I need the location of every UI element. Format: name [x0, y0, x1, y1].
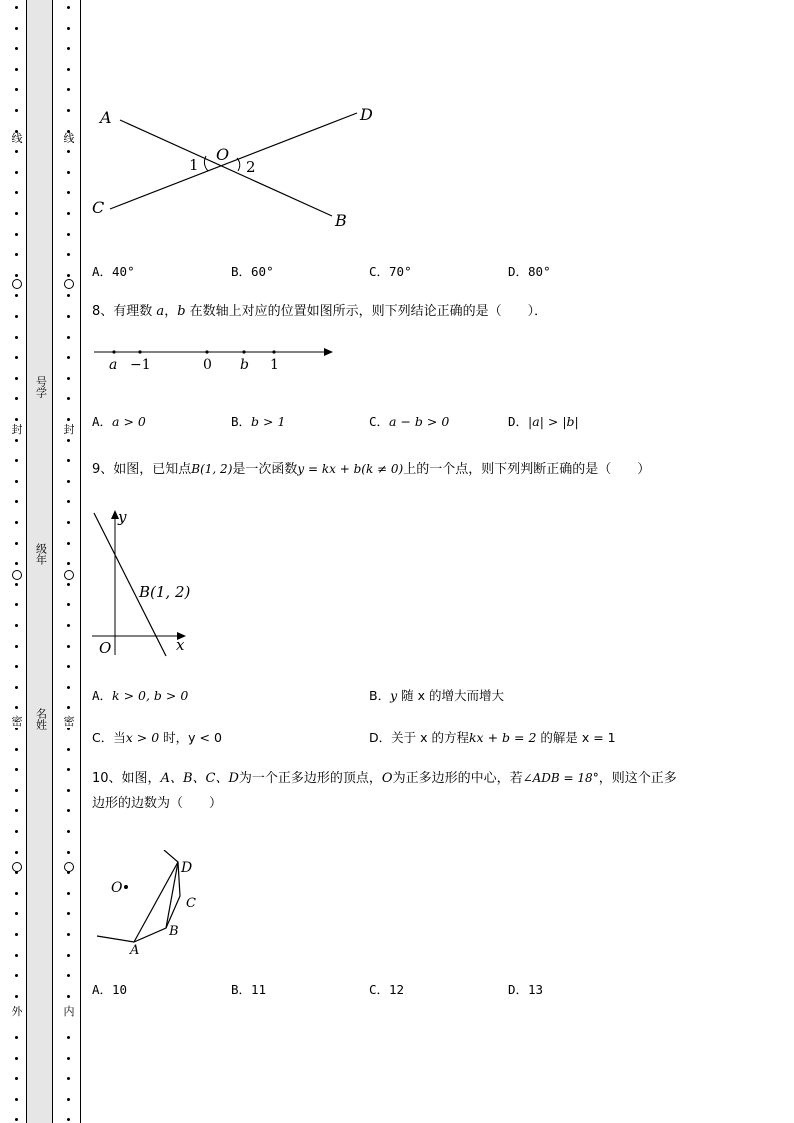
label-d: D [360, 105, 373, 124]
field-name [27, 708, 54, 735]
label-c: C [92, 198, 105, 217]
q8-sep: ， [164, 304, 178, 319]
q9-option-d[interactable] [369, 728, 616, 746]
binding-dot [15, 645, 18, 648]
binding-dot [15, 686, 18, 689]
q9-option-b[interactable] [369, 686, 504, 704]
binding-dot [15, 1118, 18, 1121]
binding-dot [67, 68, 70, 71]
binding-dot [67, 583, 70, 586]
label-vertex-c: C [186, 896, 196, 911]
label-angle-1: 1 [189, 156, 199, 174]
binding-dot [15, 191, 18, 194]
binding-dot [67, 294, 70, 297]
margin-border-line [80, 0, 81, 1123]
binding-dot [67, 809, 70, 812]
axis-label-neg-one: −1 [130, 357, 151, 373]
binding-dot [67, 562, 70, 565]
binding-dot [67, 27, 70, 30]
binding-dot [15, 109, 18, 112]
binding-dot [15, 47, 18, 50]
field-name-text: 名姓 [34, 708, 48, 730]
binding-dot [15, 500, 18, 503]
q9-option-b-math: y [390, 688, 398, 703]
binding-dot [67, 851, 70, 854]
q10-option-b[interactable]: B．11 [231, 982, 267, 997]
binding-dot [67, 418, 70, 421]
binding-dot [67, 459, 70, 462]
outer-mark-xian: 线 [11, 132, 23, 145]
angle-1-arc [204, 156, 208, 171]
tick-neg-one [138, 350, 141, 353]
q9-linear-function-figure [92, 505, 202, 660]
inner-dotted-column [64, 0, 74, 1123]
binding-dot [15, 294, 18, 297]
label-vertex-d: D [181, 860, 193, 876]
binding-dot [67, 171, 70, 174]
binding-dot [15, 6, 18, 9]
binding-dot [15, 1098, 18, 1101]
binding-dot [15, 624, 18, 627]
q8-option-c-math: a − b > 0 [389, 414, 450, 429]
q8-var-a: a [156, 304, 165, 319]
binding-dot [67, 542, 70, 545]
binding-dot [67, 439, 70, 442]
binding-dot [67, 933, 70, 936]
binding-dot [67, 686, 70, 689]
q8-stem-a: 有理数 [113, 304, 157, 319]
q9-stem-c: 上的一个点，则下列判断正确的是（ ） [403, 462, 651, 477]
q10-stem-a: 如图， [121, 771, 161, 786]
binding-dot [67, 1098, 70, 1101]
binding-dot [15, 1057, 18, 1060]
binding-dot [67, 315, 70, 318]
q8-number: 8、 [92, 304, 114, 319]
tick-b [242, 350, 245, 353]
binding-dot [15, 27, 18, 30]
binding-circle [12, 862, 22, 872]
q8-option-d[interactable] [508, 412, 579, 430]
label-a: A [100, 108, 112, 127]
binding-dot [67, 274, 70, 277]
q8-option-b[interactable] [231, 412, 285, 430]
binding-dot [15, 315, 18, 318]
tick-one [272, 350, 275, 353]
binding-dot [67, 88, 70, 91]
binding-dot [67, 665, 70, 668]
inner-mark-xian: 线 [63, 132, 75, 145]
binding-dot [15, 1036, 18, 1039]
binding-dot [15, 562, 18, 565]
q8-option-a-prefix: A． [92, 414, 113, 429]
q9-number: 9、 [92, 462, 114, 477]
student-info-strip [26, 0, 53, 1123]
binding-dot [15, 253, 18, 256]
label-y: y [118, 508, 127, 526]
binding-dot [15, 789, 18, 792]
binding-dot [67, 212, 70, 215]
q8-number-line-figure [92, 340, 342, 374]
label-vertex-a: A [130, 943, 140, 958]
binding-dot [15, 995, 18, 998]
binding-dot [67, 706, 70, 709]
binding-dot [67, 1077, 70, 1080]
axis-label-one: 1 [270, 357, 279, 373]
q9-option-a-math: k > 0, b > 0 [112, 688, 189, 703]
binding-dot [67, 603, 70, 606]
q10-option-a[interactable]: A．10 [92, 982, 128, 997]
binding-dot [67, 233, 70, 236]
binding-dot [67, 191, 70, 194]
q9-option-c-suffix: 时，y < 0 [159, 730, 222, 745]
q8-option-c-prefix: C． [369, 414, 390, 429]
q9-point: B(1, 2) [191, 462, 233, 476]
inner-mark-mi: 密 [63, 715, 75, 728]
q8-option-d-prefix: D． [508, 414, 529, 429]
q7-option-a[interactable]: A．40° [92, 264, 135, 279]
binding-dot [15, 665, 18, 668]
binding-dot [15, 521, 18, 524]
binding-dot [67, 748, 70, 751]
binding-dot [15, 150, 18, 153]
q10-stem-line2: 边形的边数为（ ） [92, 796, 223, 811]
axis-label-a: a [109, 357, 118, 373]
q8-option-a-math: a > 0 [112, 414, 146, 429]
q9-stem-a: 如图，已知点 [113, 462, 192, 477]
inner-mark-feng: 封 [63, 423, 75, 436]
exam-content [92, 0, 772, 1123]
center-point [124, 885, 128, 889]
binding-dot [15, 233, 18, 236]
q10-number: 10、 [92, 771, 122, 786]
binding-dot [15, 706, 18, 709]
field-student-number [27, 376, 54, 403]
q9-func: y = kx + b(k ≠ 0) [297, 462, 404, 476]
inner-mark-nei: 内 [63, 1005, 75, 1018]
q7-option-d[interactable]: D．80° [508, 264, 551, 279]
binding-dot [15, 851, 18, 854]
binding-circle [64, 279, 74, 289]
binding-dot [15, 212, 18, 215]
q10-stem-line1 [92, 767, 677, 790]
binding-dot [67, 789, 70, 792]
binding-dot [67, 954, 70, 957]
q10-stem-d: ，则这个正多 [598, 771, 677, 786]
binding-dot [67, 974, 70, 977]
label-point-b: B(1, 2) [139, 583, 191, 601]
q7-option-b[interactable]: B．60° [231, 264, 274, 279]
binding-dot [15, 542, 18, 545]
tick-a [112, 350, 115, 353]
polygon-edges [97, 850, 180, 942]
label-angle-2: 2 [246, 158, 256, 176]
binding-dot [15, 356, 18, 359]
q9-option-c[interactable] [92, 728, 222, 746]
binding-dot [67, 624, 70, 627]
binding-dot [15, 274, 18, 277]
binding-dot [67, 356, 70, 359]
label-center-o: O [111, 880, 123, 896]
q10-option-d[interactable]: D．13 [508, 982, 544, 997]
label-x: x [176, 636, 185, 654]
label-vertex-b: B [169, 924, 179, 939]
q9-option-b-prefix: B． [369, 688, 391, 703]
binding-dot [15, 397, 18, 400]
q10-stem-c: 为正多边形的中心，若 [392, 771, 523, 786]
binding-dot [15, 974, 18, 977]
q10-option-c[interactable]: C．12 [369, 982, 405, 997]
q9-option-c-prefix: C．当 [92, 730, 126, 745]
binding-dot [67, 480, 70, 483]
binding-dot [67, 1057, 70, 1060]
q8-stem [92, 301, 547, 323]
binding-dot [15, 68, 18, 71]
binding-dot [67, 377, 70, 380]
binding-dot [15, 377, 18, 380]
binding-dot [15, 336, 18, 339]
q10-angle: ∠ADB = 18° [522, 771, 599, 785]
q8-option-a[interactable] [92, 412, 146, 430]
binding-dot [67, 830, 70, 833]
binding-dot [15, 480, 18, 483]
binding-dot [15, 603, 18, 606]
label-o: O [216, 145, 230, 164]
binding-dot [67, 912, 70, 915]
q10-regular-polygon-figure [92, 850, 222, 960]
binding-dot [67, 1118, 70, 1121]
q9-option-a-prefix: A． [92, 688, 113, 703]
q7-intersecting-lines-figure [92, 100, 392, 235]
binding-dot [67, 1036, 70, 1039]
binding-dot [15, 954, 18, 957]
binding-dot [67, 995, 70, 998]
binding-dot [15, 459, 18, 462]
q9-option-d-prefix: D．关于 x 的方程 [369, 730, 469, 745]
binding-dot [67, 500, 70, 503]
number-line-arrow [324, 348, 333, 356]
binding-dot [67, 253, 70, 256]
q9-option-d-math: kx + b = 2 [468, 730, 537, 745]
q9-option-b-suffix: 随 x 的增大而增大 [397, 688, 504, 703]
binding-dot [67, 47, 70, 50]
outer-mark-mi: 密 [11, 715, 23, 728]
binding-dot [67, 768, 70, 771]
binding-dot [67, 892, 70, 895]
binding-dot [67, 521, 70, 524]
axis-label-zero: 0 [203, 357, 212, 373]
q8-option-b-math: b > 1 [251, 414, 286, 429]
binding-circle [64, 862, 74, 872]
binding-dot [15, 439, 18, 442]
label-origin: O [99, 639, 112, 657]
binding-dot [15, 892, 18, 895]
q8-option-b-prefix: B． [231, 414, 252, 429]
binding-dot [67, 6, 70, 9]
q8-option-d-math: |a| > |b| [528, 414, 579, 429]
q10-stem-b: 为一个正多边形的顶点， [238, 771, 382, 786]
binding-dot [15, 1077, 18, 1080]
binding-dot [67, 645, 70, 648]
q9-option-d-suffix: 的解是 x = 1 [536, 730, 616, 745]
q8-var-b: b [177, 304, 186, 319]
binding-dot [15, 748, 18, 751]
binding-circle [12, 570, 22, 580]
binding-dot [15, 912, 18, 915]
q9-stem [92, 458, 650, 481]
binding-dot [15, 809, 18, 812]
line-ab [120, 120, 332, 216]
outer-dotted-column [12, 0, 22, 1123]
binding-dot [15, 830, 18, 833]
q9-option-c-math: x > 0 [125, 730, 160, 745]
binding-dot [15, 418, 18, 421]
axis-label-b: b [240, 357, 249, 373]
binding-dot [67, 397, 70, 400]
q10-center: O [381, 771, 393, 786]
q9-stem-b: 是一次函数 [232, 462, 298, 477]
binding-circle [12, 279, 22, 289]
field-grade-text: 级年 [34, 543, 48, 565]
q10-vertices: A、B、C、D [160, 771, 239, 786]
outer-mark-wai: 外 [11, 1005, 23, 1018]
q8-option-c[interactable] [369, 412, 449, 430]
binding-dot [67, 150, 70, 153]
q7-option-c[interactable]: C．70° [369, 264, 412, 279]
field-student-number-text: 号学 [34, 376, 48, 398]
binding-dot [15, 171, 18, 174]
binding-dot [15, 768, 18, 771]
tick-zero [205, 350, 208, 353]
binding-dot [15, 583, 18, 586]
outer-mark-feng: 封 [11, 423, 23, 436]
binding-dot [15, 88, 18, 91]
binding-dot [15, 933, 18, 936]
q9-option-a[interactable] [92, 686, 188, 704]
binding-dot [67, 109, 70, 112]
q8-stem-b: 在数轴上对应的位置如图所示，则下列结论正确的是（ ）． [185, 304, 548, 319]
field-grade [27, 543, 54, 570]
label-b: B [335, 211, 347, 230]
line-cd [110, 113, 357, 209]
binding-circle [64, 570, 74, 580]
binding-dot [67, 336, 70, 339]
